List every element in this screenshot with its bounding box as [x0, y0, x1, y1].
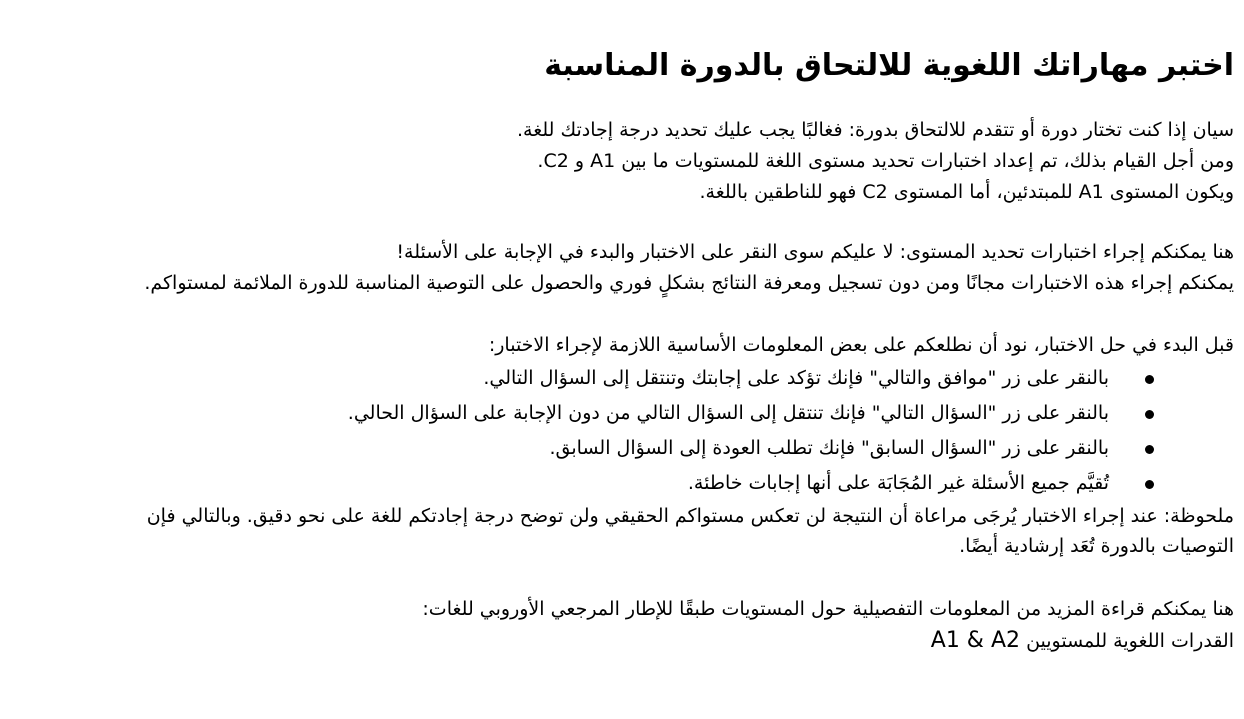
note-line-1: ملحوظة: عند إجراء الاختبار يُرجَى مراعاة أن النتيجة لن تعكس مستواكم الحقيقي ولن توضح درجة إجادتكم للغة على نحو دقيق. وبالتالي فإن	[146, 505, 1234, 527]
levels-link-levels[interactable]: A1 & A2	[930, 628, 1021, 653]
intro-line-1: سيان إذا كنت تختار دورة أو تتقدم للالتحاق بدورة: فغالبًا يجب عليك تحديد درجة إجادتك للغة.	[516, 119, 1234, 141]
tests-line-2: يمكنكم إجراء هذه الاختبارات مجانًا ومن دون تسجيل ومعرفة النتائج بشكلٍ فوري والحصول على التوصية المناسبة للدورة الملائمة لمستواكم.	[144, 272, 1234, 294]
instructions-list	[42, 361, 1234, 501]
bullet-icon	[1145, 410, 1154, 419]
intro-line-3: ويكون المستوى A1 للمبتدئين، أما المستوى C2 فهو للناطقين باللغة.	[699, 181, 1234, 203]
bullet-icon	[1145, 480, 1154, 489]
list-item	[42, 466, 1154, 501]
more-info-intro: هنا يمكنكم قراءة المزيد من المعلومات التفصيلية حول المستويات طبقًا للإطار المرجعي الأوروبي للغات:	[422, 598, 1234, 620]
list-item	[42, 396, 1154, 431]
list-item	[42, 361, 1154, 396]
note-paragraph	[42, 501, 1234, 561]
list-item	[42, 431, 1154, 466]
spacer	[42, 299, 1234, 330]
info-intro: قبل البدء في حل الاختبار، نود أن نطلعكم على بعض المعلومات الأساسية اللازمة لإجراء الاختبار:	[488, 334, 1234, 356]
intro-line-2: ومن أجل القيام بذلك، تم إعداد اختبارات تحديد مستوى اللغة للمستويات ما بين A1 و C2.	[537, 150, 1234, 172]
intro-paragraph	[42, 115, 1234, 208]
bullet-icon	[1145, 375, 1154, 384]
list-item-text: بالنقر على زر "السؤال السابق" فإنك تطلب العودة إلى السؤال السابق.	[549, 437, 1109, 459]
list-item-text: بالنقر على زر "السؤال التالي" فإنك تنتقل إلى السؤال التالي من دون الإجابة على السؤال الحالي.	[347, 402, 1109, 424]
spacer	[42, 561, 1234, 594]
levels-link-prefix[interactable]: القدرات اللغوية للمستويين	[1026, 630, 1234, 652]
note-line-2: التوصيات بالدورة تُعَد إرشادية أيضًا.	[959, 535, 1234, 557]
spacer	[42, 208, 1234, 237]
bullet-icon	[1145, 445, 1154, 454]
page-title: اختبر مهاراتك اللغوية للالتحاق بالدورة المناسبة	[544, 48, 1234, 83]
levels-link-line[interactable]	[42, 625, 1234, 657]
tests-line-1: هنا يمكنكم إجراء اختبارات تحديد المستوى: لا عليكم سوى النقر على الاختبار والبدء في الإجابة على الأسئلة!	[396, 241, 1234, 263]
tests-paragraph	[42, 237, 1234, 299]
list-item-text: تُقيَّم جميع الأسئلة غير المُجَابَة على أنها إجابات خاطئة.	[687, 472, 1109, 494]
list-item-text: بالنقر على زر "موافق والتالي" فإنك تؤكد على إجابتك وتنتقل إلى السؤال التالي.	[483, 367, 1109, 389]
